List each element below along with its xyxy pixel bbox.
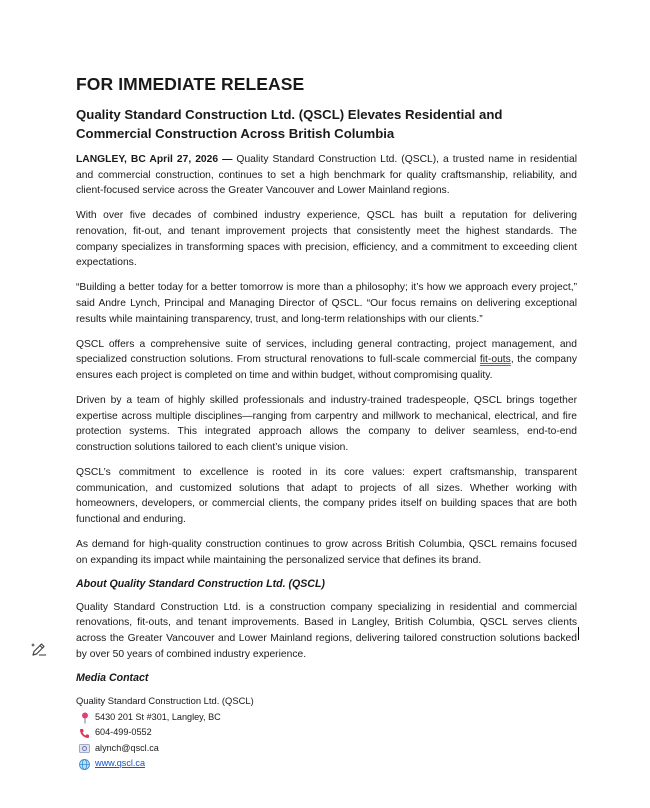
fitouts-flagged-word[interactable]: fit-outs [479, 354, 511, 366]
paragraph-team: Driven by a team of highly skilled professionals and industry-trained tradespeople, QSCL brings together expertise across multiple disciplines—ranging from carpentry and millwork to mechanical, electrical, and fire protection systems. This integrated approach allows the company to deliver seamless, end-to-end construction solutions tailored to each client’s unique vision. [76, 395, 577, 453]
paragraph-quote: “Building a better today for a better tomorrow is more than a philosophy; it’s how we approach every project,” said Andre Lynch, Principal and Managing Director of QSCL. “Our focus remains on delivering exceptional results while maintaining transparency, trust, and long-term relationships with our clients.” [76, 282, 577, 325]
release-subhead: Quality Standard Construction Ltd. (QSCL) Elevates Residential and Commercial Construction Across British Columbia [76, 107, 503, 141]
telephone-icon [78, 727, 91, 739]
paragraph-values: QSCL’s commitment to excellence is rooted in its core values: expert craftsmanship, transparent communication, and customized solutions that adapt to projects of all sizes. Whether working with homeowners, developers, or commercial clients, the company prides itself on building spaces that are both functional and enduring. [76, 467, 577, 525]
press-release-page [76, 74, 577, 772]
contact-phone-row [76, 725, 577, 741]
rewrite-pen-icon[interactable] [30, 640, 48, 658]
paragraph-outlook: As demand for high-quality construction continues to grow across British Columbia, QSCL remains focused on expanding its impact while maintaining the personalized service that defines its brand. [76, 539, 577, 566]
dateline: LANGLEY, BC April 27, 2026 — [76, 154, 233, 165]
about-section-title: About Quality Standard Construction Ltd. (QSCL) [76, 577, 325, 590]
contact-company: Quality Standard Construction Ltd. (QSCL) [76, 694, 254, 706]
contact-email: alynch@qscl.ca [95, 742, 159, 753]
globe-icon [78, 758, 91, 770]
services-text-after: , the company ensures each project is completed on time and within budget, without compromising quality. [76, 354, 577, 381]
contact-address: 5430 201 St #301, Langley, BC [95, 711, 221, 722]
contact-address-row [76, 710, 577, 726]
contact-email-row [76, 741, 577, 757]
release-headline: FOR IMMEDIATE RELEASE [76, 74, 305, 94]
paragraph-intro [76, 152, 577, 199]
services-text-before: QSCL offers a comprehensive suite of services, including general contracting, project management, and specialized construction solutions. From structural renovations to full-scale commercial [76, 338, 577, 366]
paragraph-about: Quality Standard Construction Ltd. is a construction company specializing in residential and commercial renovations, fit-outs, and tenant improvements. Based in Langley, British Columbia, QSCL serves clients across the Greater Vancouver and Lower Mainland regions, delivering tailored construction solutions backed by over 50 years of combined industry experience. [76, 601, 577, 660]
text-cursor [578, 627, 579, 640]
media-contact-title: Media Contact [76, 671, 149, 684]
paragraph-intro-text: Quality Standard Construction Ltd. (QSCL), a trusted name in residential and commercial construction, continues to set a high benchmark for quality craftsmanship, reliability, and client-focused service across the Greater Vancouver and Lower Mainland regions. [76, 154, 577, 197]
pushpin-icon [78, 712, 91, 724]
contact-phone: 604-499-0552 [95, 727, 152, 738]
paragraph-experience: With over five decades of combined industry experience, QSCL has built a reputation for delivering renovation, fit-out, and tenant improvement projects that consistently meet the highest standards. The company specializes in transforming spaces with precision, efficiency, and a commitment to exceeding client expectations. [76, 210, 577, 269]
email-icon [78, 743, 91, 755]
paragraph-services [76, 337, 577, 384]
contact-website-row [76, 756, 577, 772]
website-link[interactable]: www.qscl.ca [95, 758, 146, 769]
